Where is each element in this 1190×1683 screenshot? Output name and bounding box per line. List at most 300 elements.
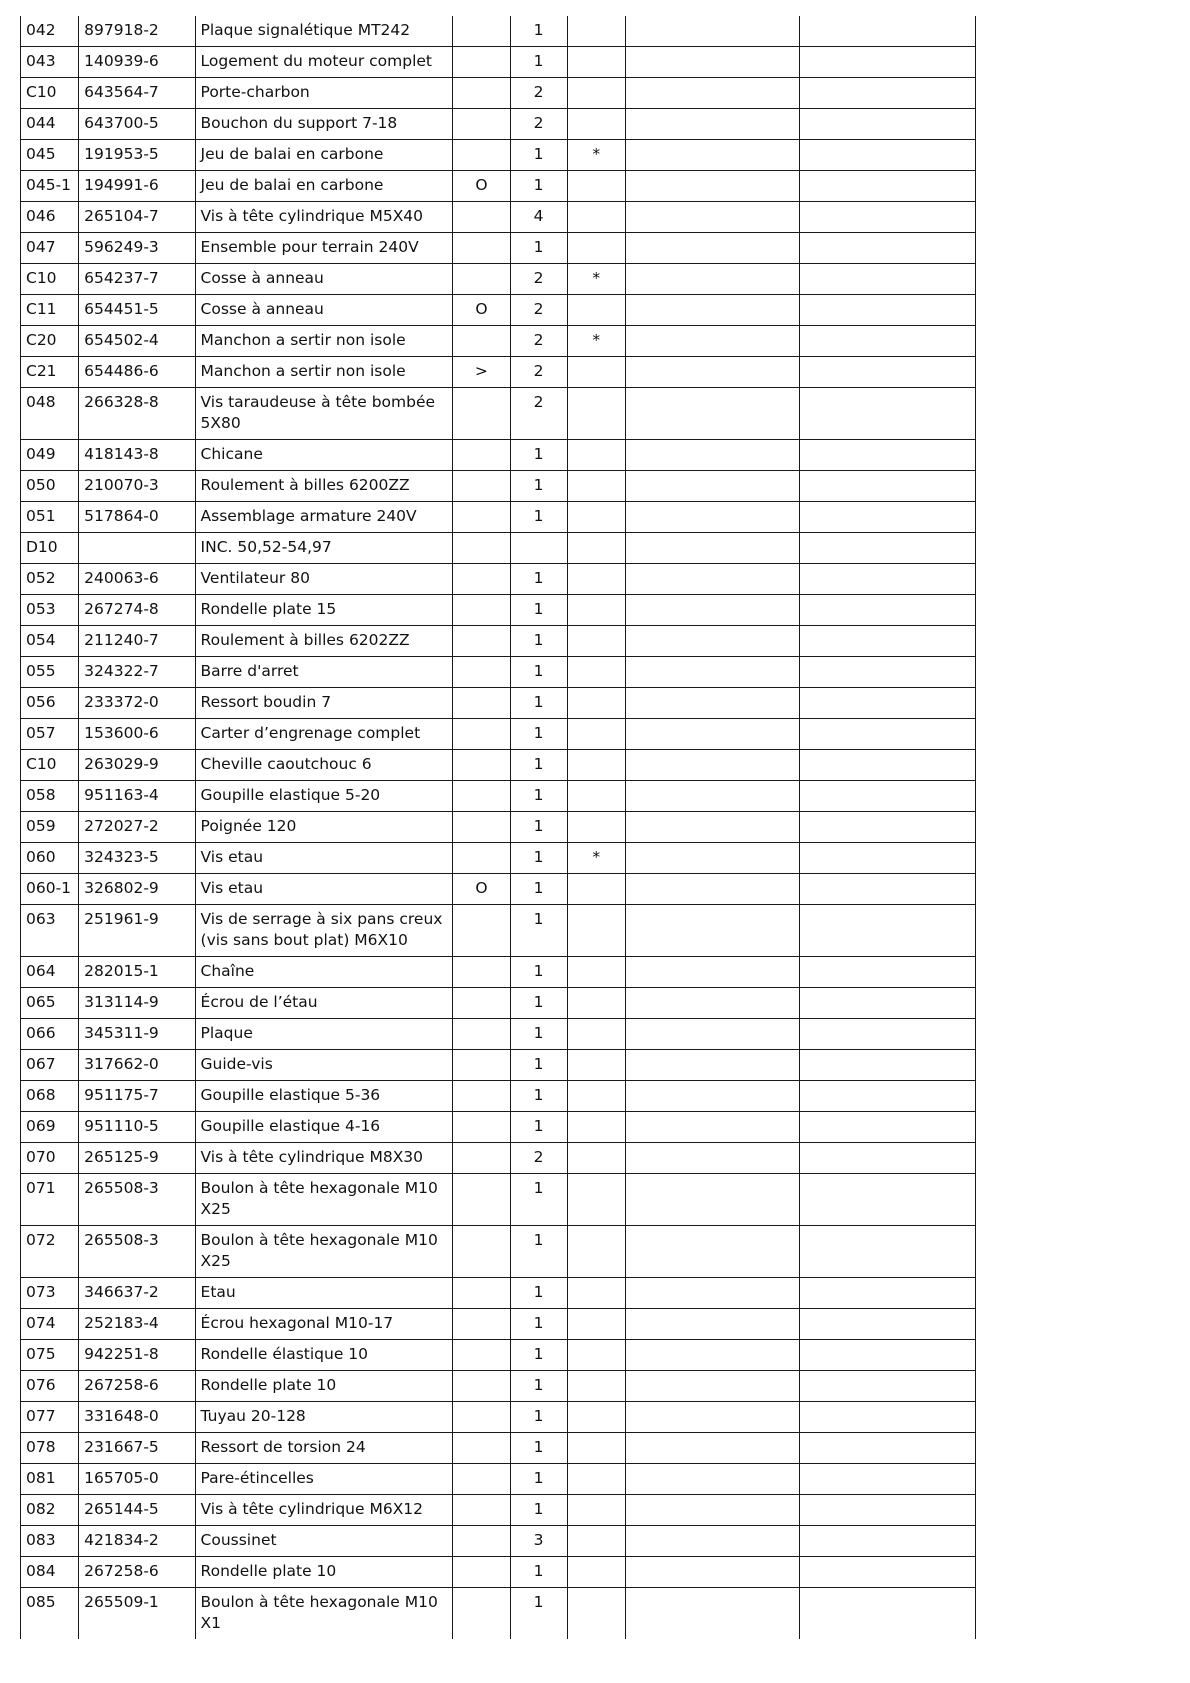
table-row [21, 16, 976, 47]
quantity-cell: 1 [510, 750, 567, 781]
extra-cell-1 [625, 1174, 800, 1226]
extra-cell-1 [625, 657, 800, 688]
extra-cell-2 [800, 140, 976, 171]
extra-cell-1 [625, 626, 800, 657]
table-row [21, 781, 976, 812]
marker-cell [453, 781, 510, 812]
extra-cell-1 [625, 171, 800, 202]
description-cell: Cheville caoutchouc 6 [195, 750, 453, 781]
note-cell [567, 1309, 625, 1340]
table-row [21, 1557, 976, 1588]
part-number-cell: 211240-7 [79, 626, 195, 657]
marker-cell [453, 957, 510, 988]
description-cell: Boulon à tête hexagonale M10X1 [195, 1588, 453, 1640]
extra-cell-2 [800, 1081, 976, 1112]
quantity-cell: 1 [510, 719, 567, 750]
description-cell: Cosse à anneau [195, 295, 453, 326]
quantity-cell: 2 [510, 264, 567, 295]
item-number-cell: 071 [21, 1174, 79, 1226]
description-cell: Écrou de l’étau [195, 988, 453, 1019]
item-number-cell: 043 [21, 47, 79, 78]
note-cell [567, 1402, 625, 1433]
extra-cell-2 [800, 47, 976, 78]
description-cell: Poignée 120 [195, 812, 453, 843]
marker-cell [453, 1050, 510, 1081]
part-number-cell [79, 533, 195, 564]
item-number-cell: 077 [21, 1402, 79, 1433]
extra-cell-1 [625, 388, 800, 440]
description-cell: Cosse à anneau [195, 264, 453, 295]
part-number-cell: 265144-5 [79, 1495, 195, 1526]
extra-cell-2 [800, 16, 976, 47]
extra-cell-2 [800, 533, 976, 564]
marker-cell [453, 388, 510, 440]
description-cell: INC. 50,52-54,97 [195, 533, 453, 564]
extra-cell-2 [800, 295, 976, 326]
quantity-cell: 1 [510, 595, 567, 626]
part-number-cell: 326802-9 [79, 874, 195, 905]
note-cell [567, 564, 625, 595]
table-row [21, 1309, 976, 1340]
part-number-cell: 231667-5 [79, 1433, 195, 1464]
item-number-cell: 059 [21, 812, 79, 843]
extra-cell-1 [625, 781, 800, 812]
table-row [21, 533, 976, 564]
note-cell [567, 750, 625, 781]
note-cell [567, 781, 625, 812]
extra-cell-1 [625, 1081, 800, 1112]
quantity-cell: 3 [510, 1526, 567, 1557]
item-number-cell: 074 [21, 1309, 79, 1340]
marker-cell [453, 1019, 510, 1050]
extra-cell-1 [625, 264, 800, 295]
marker-cell [453, 1588, 510, 1640]
extra-cell-2 [800, 750, 976, 781]
item-number-cell: 065 [21, 988, 79, 1019]
extra-cell-2 [800, 1371, 976, 1402]
marker-cell [453, 440, 510, 471]
note-cell [567, 812, 625, 843]
extra-cell-1 [625, 812, 800, 843]
item-number-cell: 050 [21, 471, 79, 502]
table-row [21, 1402, 976, 1433]
description-cell: Roulement à billes 6200ZZ [195, 471, 453, 502]
quantity-cell: 1 [510, 1174, 567, 1226]
table-row [21, 1371, 976, 1402]
part-number-cell: 282015-1 [79, 957, 195, 988]
quantity-cell: 1 [510, 905, 567, 957]
part-number-cell: 313114-9 [79, 988, 195, 1019]
description-cell: Plaque [195, 1019, 453, 1050]
note-cell [567, 1143, 625, 1174]
extra-cell-2 [800, 843, 976, 874]
table-row [21, 388, 976, 440]
item-number-cell: 060 [21, 843, 79, 874]
note-cell [567, 988, 625, 1019]
quantity-cell: 1 [510, 1340, 567, 1371]
extra-cell-2 [800, 905, 976, 957]
table-row [21, 1174, 976, 1226]
marker-cell [453, 264, 510, 295]
marker-cell [453, 47, 510, 78]
marker-cell [453, 202, 510, 233]
extra-cell-1 [625, 1309, 800, 1340]
extra-cell-1 [625, 440, 800, 471]
quantity-cell: 1 [510, 1050, 567, 1081]
table-row [21, 171, 976, 202]
extra-cell-2 [800, 233, 976, 264]
note-cell [567, 47, 625, 78]
quantity-cell: 1 [510, 16, 567, 47]
extra-cell-2 [800, 626, 976, 657]
item-number-cell: 085 [21, 1588, 79, 1640]
parts-table-body [21, 16, 976, 1639]
quantity-cell: 1 [510, 1588, 567, 1640]
marker-cell [453, 16, 510, 47]
extra-cell-2 [800, 1226, 976, 1278]
item-number-cell: 064 [21, 957, 79, 988]
note-cell [567, 1174, 625, 1226]
quantity-cell: 1 [510, 1464, 567, 1495]
description-cell: Rondelle plate 10 [195, 1557, 453, 1588]
quantity-cell: 1 [510, 1433, 567, 1464]
part-number-cell: 324322-7 [79, 657, 195, 688]
item-number-cell: 054 [21, 626, 79, 657]
quantity-cell: 1 [510, 1371, 567, 1402]
quantity-cell: 1 [510, 781, 567, 812]
description-cell: Manchon a sertir non isole [195, 326, 453, 357]
note-cell [567, 295, 625, 326]
item-number-cell: 081 [21, 1464, 79, 1495]
extra-cell-1 [625, 957, 800, 988]
description-cell: Bouchon du support 7-18 [195, 109, 453, 140]
extra-cell-2 [800, 1495, 976, 1526]
note-cell [567, 1112, 625, 1143]
part-number-cell: 265104-7 [79, 202, 195, 233]
description-cell: Ventilateur 80 [195, 564, 453, 595]
quantity-cell: 1 [510, 440, 567, 471]
table-row [21, 1019, 976, 1050]
extra-cell-1 [625, 233, 800, 264]
note-cell: * [567, 140, 625, 171]
extra-cell-1 [625, 1112, 800, 1143]
table-row [21, 905, 976, 957]
extra-cell-1 [625, 1050, 800, 1081]
marker-cell [453, 233, 510, 264]
marker-cell [453, 905, 510, 957]
extra-cell-1 [625, 47, 800, 78]
note-cell [567, 357, 625, 388]
note-cell [567, 1371, 625, 1402]
extra-cell-2 [800, 109, 976, 140]
extra-cell-1 [625, 1402, 800, 1433]
extra-cell-2 [800, 202, 976, 233]
item-number-cell: 045 [21, 140, 79, 171]
quantity-cell: 1 [510, 812, 567, 843]
marker-cell [453, 688, 510, 719]
extra-cell-2 [800, 988, 976, 1019]
table-row [21, 564, 976, 595]
description-cell: Boulon à tête hexagonale M10X25 [195, 1226, 453, 1278]
extra-cell-2 [800, 1019, 976, 1050]
table-row [21, 1278, 976, 1309]
extra-cell-2 [800, 326, 976, 357]
note-cell [567, 626, 625, 657]
extra-cell-1 [625, 843, 800, 874]
table-row [21, 843, 976, 874]
marker-cell [453, 78, 510, 109]
part-number-cell: 233372-0 [79, 688, 195, 719]
description-cell: Goupille elastique 5-36 [195, 1081, 453, 1112]
description-cell: Chicane [195, 440, 453, 471]
table-row [21, 502, 976, 533]
marker-cell [453, 1495, 510, 1526]
item-number-cell: 052 [21, 564, 79, 595]
quantity-cell: 1 [510, 1278, 567, 1309]
marker-cell: O [453, 874, 510, 905]
note-cell [567, 657, 625, 688]
extra-cell-2 [800, 1143, 976, 1174]
table-row [21, 1495, 976, 1526]
extra-cell-1 [625, 750, 800, 781]
quantity-cell: 1 [510, 171, 567, 202]
extra-cell-2 [800, 688, 976, 719]
part-number-cell: 165705-0 [79, 1464, 195, 1495]
extra-cell-1 [625, 140, 800, 171]
description-cell: Ressort boudin 7 [195, 688, 453, 719]
description-cell: Assemblage armature 240V [195, 502, 453, 533]
extra-cell-2 [800, 564, 976, 595]
marker-cell [453, 1402, 510, 1433]
table-row [21, 233, 976, 264]
description-cell: Logement du moteur complet [195, 47, 453, 78]
description-cell: Tuyau 20-128 [195, 1402, 453, 1433]
extra-cell-2 [800, 471, 976, 502]
part-number-cell: 643564-7 [79, 78, 195, 109]
note-cell [567, 1226, 625, 1278]
part-number-cell: 654237-7 [79, 264, 195, 295]
extra-cell-2 [800, 1340, 976, 1371]
part-number-cell: 654486-6 [79, 357, 195, 388]
table-row [21, 357, 976, 388]
extra-cell-1 [625, 1433, 800, 1464]
description-cell: Vis de serrage à six pans creux (vis sans bout plat) M6X10 [195, 905, 453, 957]
item-number-cell: 049 [21, 440, 79, 471]
marker-cell [453, 843, 510, 874]
extra-cell-2 [800, 1174, 976, 1226]
extra-cell-2 [800, 1526, 976, 1557]
item-number-cell: 051 [21, 502, 79, 533]
extra-cell-2 [800, 78, 976, 109]
marker-cell [453, 564, 510, 595]
marker-cell [453, 750, 510, 781]
note-cell [567, 595, 625, 626]
extra-cell-2 [800, 874, 976, 905]
extra-cell-2 [800, 812, 976, 843]
table-row [21, 264, 976, 295]
quantity-cell: 1 [510, 1226, 567, 1278]
item-number-cell: 069 [21, 1112, 79, 1143]
marker-cell [453, 1226, 510, 1278]
marker-cell [453, 1371, 510, 1402]
extra-cell-1 [625, 202, 800, 233]
item-number-cell: 075 [21, 1340, 79, 1371]
description-cell: Rondelle plate 15 [195, 595, 453, 626]
note-cell [567, 202, 625, 233]
quantity-cell: 1 [510, 1019, 567, 1050]
description-cell: Écrou hexagonal M10-17 [195, 1309, 453, 1340]
table-row [21, 471, 976, 502]
item-number-cell: C10 [21, 78, 79, 109]
table-row [21, 688, 976, 719]
extra-cell-2 [800, 719, 976, 750]
item-number-cell: 048 [21, 388, 79, 440]
item-number-cell: 046 [21, 202, 79, 233]
extra-cell-2 [800, 357, 976, 388]
part-number-cell: 265509-1 [79, 1588, 195, 1640]
note-cell: * [567, 843, 625, 874]
quantity-cell: 2 [510, 109, 567, 140]
extra-cell-1 [625, 988, 800, 1019]
marker-cell: > [453, 357, 510, 388]
extra-cell-1 [625, 564, 800, 595]
item-number-cell: D10 [21, 533, 79, 564]
extra-cell-2 [800, 1464, 976, 1495]
marker-cell [453, 502, 510, 533]
note-cell [567, 502, 625, 533]
note-cell [567, 78, 625, 109]
description-cell: Roulement à billes 6202ZZ [195, 626, 453, 657]
part-number-cell: 951110-5 [79, 1112, 195, 1143]
extra-cell-1 [625, 1557, 800, 1588]
part-number-cell: 596249-3 [79, 233, 195, 264]
item-number-cell: 060-1 [21, 874, 79, 905]
note-cell [567, 905, 625, 957]
marker-cell [453, 471, 510, 502]
part-number-cell: 267258-6 [79, 1371, 195, 1402]
quantity-cell: 1 [510, 1495, 567, 1526]
part-number-cell: 421834-2 [79, 1526, 195, 1557]
table-row [21, 719, 976, 750]
part-number-cell: 654451-5 [79, 295, 195, 326]
part-number-cell: 517864-0 [79, 502, 195, 533]
table-row [21, 988, 976, 1019]
extra-cell-1 [625, 1526, 800, 1557]
extra-cell-2 [800, 264, 976, 295]
quantity-cell: 1 [510, 874, 567, 905]
description-cell: Barre d'arret [195, 657, 453, 688]
extra-cell-1 [625, 109, 800, 140]
extra-cell-1 [625, 78, 800, 109]
part-number-cell: 324323-5 [79, 843, 195, 874]
item-number-cell: 063 [21, 905, 79, 957]
extra-cell-1 [625, 16, 800, 47]
item-number-cell: C11 [21, 295, 79, 326]
note-cell [567, 233, 625, 264]
marker-cell [453, 109, 510, 140]
note-cell [567, 533, 625, 564]
quantity-cell: 2 [510, 326, 567, 357]
note-cell [567, 1557, 625, 1588]
extra-cell-1 [625, 1464, 800, 1495]
note-cell [567, 109, 625, 140]
quantity-cell: 1 [510, 233, 567, 264]
description-cell: Manchon a sertir non isole [195, 357, 453, 388]
table-row [21, 874, 976, 905]
table-row [21, 1143, 976, 1174]
marker-cell [453, 595, 510, 626]
description-cell: Goupille elastique 5-20 [195, 781, 453, 812]
table-row [21, 440, 976, 471]
quantity-cell: 1 [510, 564, 567, 595]
note-cell [567, 1588, 625, 1640]
part-number-cell: 317662-0 [79, 1050, 195, 1081]
part-number-cell: 191953-5 [79, 140, 195, 171]
item-number-cell: 072 [21, 1226, 79, 1278]
quantity-cell: 1 [510, 657, 567, 688]
item-number-cell: 084 [21, 1557, 79, 1588]
part-number-cell: 267258-6 [79, 1557, 195, 1588]
extra-cell-2 [800, 957, 976, 988]
description-cell: Vis à tête cylindrique M8X30 [195, 1143, 453, 1174]
part-number-cell: 346637-2 [79, 1278, 195, 1309]
table-row [21, 812, 976, 843]
extra-cell-1 [625, 595, 800, 626]
table-row [21, 957, 976, 988]
marker-cell: O [453, 171, 510, 202]
note-cell: * [567, 264, 625, 295]
description-cell: Vis à tête cylindrique M5X40 [195, 202, 453, 233]
item-number-cell: 066 [21, 1019, 79, 1050]
table-row [21, 1464, 976, 1495]
extra-cell-1 [625, 1278, 800, 1309]
description-cell: Vis taraudeuse à tête bombée 5X80 [195, 388, 453, 440]
marker-cell [453, 812, 510, 843]
quantity-cell: 4 [510, 202, 567, 233]
marker-cell [453, 1433, 510, 1464]
extra-cell-1 [625, 1340, 800, 1371]
table-row [21, 1433, 976, 1464]
extra-cell-2 [800, 440, 976, 471]
part-number-cell: 951175-7 [79, 1081, 195, 1112]
part-number-cell: 272027-2 [79, 812, 195, 843]
quantity-cell: 1 [510, 140, 567, 171]
table-row [21, 1588, 976, 1640]
description-cell: Carter d’engrenage complet [195, 719, 453, 750]
part-number-cell: 265508-3 [79, 1174, 195, 1226]
marker-cell: O [453, 295, 510, 326]
description-cell: Plaque signalétique MT242 [195, 16, 453, 47]
part-number-cell: 265125-9 [79, 1143, 195, 1174]
extra-cell-1 [625, 1143, 800, 1174]
quantity-cell: 1 [510, 47, 567, 78]
extra-cell-2 [800, 1278, 976, 1309]
table-row [21, 78, 976, 109]
description-cell: Vis etau [195, 874, 453, 905]
quantity-cell: 1 [510, 688, 567, 719]
marker-cell [453, 533, 510, 564]
extra-cell-2 [800, 781, 976, 812]
extra-cell-2 [800, 1402, 976, 1433]
description-cell: Coussinet [195, 1526, 453, 1557]
description-cell: Chaîne [195, 957, 453, 988]
extra-cell-1 [625, 502, 800, 533]
item-number-cell: 068 [21, 1081, 79, 1112]
item-number-cell: 067 [21, 1050, 79, 1081]
part-number-cell: 951163-4 [79, 781, 195, 812]
note-cell [567, 1019, 625, 1050]
description-cell: Jeu de balai en carbone [195, 140, 453, 171]
